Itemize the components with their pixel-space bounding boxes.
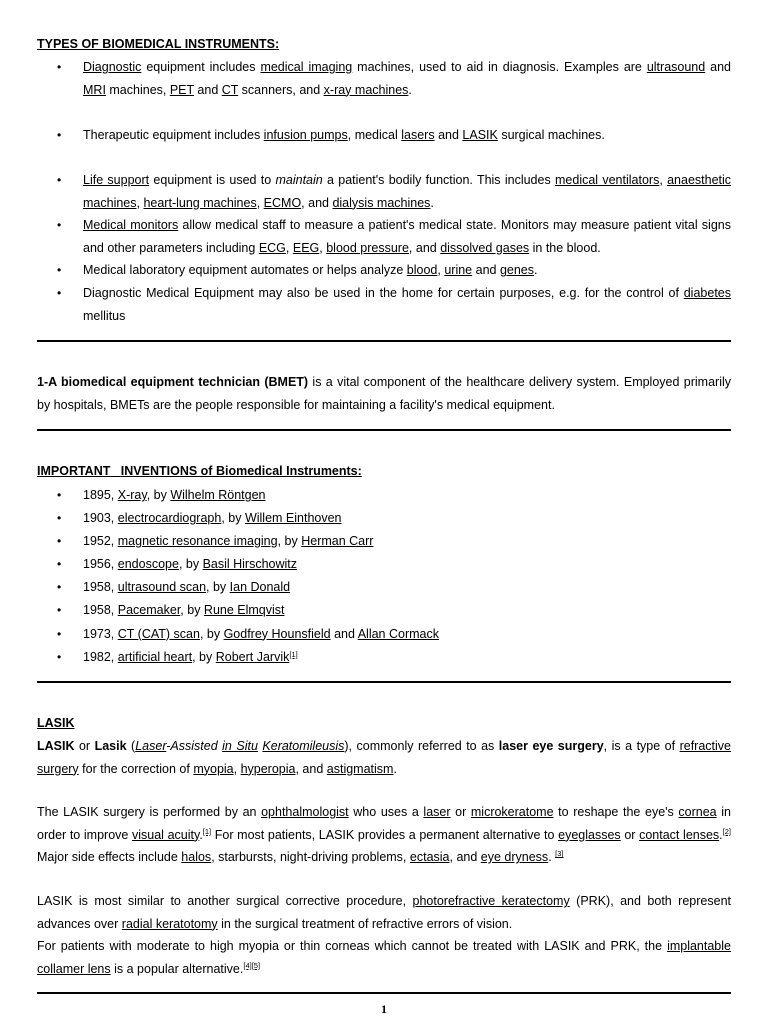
text-run: and (193, 82, 222, 97)
text-run: . (408, 82, 412, 97)
link-text[interactable]: blood pressure (326, 240, 409, 255)
invention-item (37, 599, 731, 622)
footnote-ref[interactable]: [1] (202, 826, 212, 836)
text-run: , (285, 240, 293, 255)
page-number: 1 (381, 1002, 387, 1016)
list-item (37, 282, 731, 327)
text-run: and (330, 626, 358, 641)
link-text[interactable]: blood (406, 263, 438, 278)
link-text[interactable]: eyeglasses (558, 827, 621, 842)
link-text[interactable]: Wilhelm Röntgen (170, 488, 266, 502)
link-text[interactable]: urine (444, 263, 473, 278)
text-run: equipment is used to (149, 173, 276, 187)
text-run: . (719, 827, 723, 842)
link-text[interactable]: Herman Carr (301, 534, 374, 549)
link-text[interactable]: Laser (135, 739, 167, 753)
link-text[interactable]: Ian Donald (229, 580, 291, 595)
link-text[interactable]: visual acuity (131, 827, 200, 842)
text-run: . (199, 827, 203, 842)
text-run: , (319, 240, 327, 255)
link-text[interactable]: Life support (83, 173, 150, 187)
text-run: Diagnostic Medical Equipment may also be used in the home for certain purposes, e.g. for the control of (83, 285, 684, 300)
text-run: , medical (347, 128, 402, 142)
link-text[interactable]: ultrasound scan (117, 580, 207, 595)
text-run: 1958, (83, 603, 118, 618)
link-text[interactable]: Godfrey Hounsfield (223, 626, 331, 641)
footnote-ref[interactable]: [1] (289, 649, 298, 659)
text-run: or (620, 827, 640, 842)
lasik-paragraph-2 (37, 801, 731, 869)
text-run: , (437, 263, 445, 278)
link-text[interactable]: anaesthetic machines (83, 173, 732, 210)
divider (37, 992, 731, 994)
text-run: For most patients, LASIK provides a permanent alternative to (211, 827, 559, 842)
link-text[interactable]: x-ray machines (323, 82, 409, 97)
inventions-section-title (37, 460, 731, 483)
text-run: LASIK (37, 739, 75, 753)
text-run: and (472, 263, 500, 278)
text-run: , (136, 195, 144, 210)
link-text[interactable]: microkeratome (470, 805, 554, 819)
invention-item (37, 484, 731, 507)
text-run: 1903, (83, 511, 118, 526)
link-text[interactable]: dissolved gases (440, 240, 530, 255)
text-run: a patient's bodily function. This includes (322, 173, 555, 187)
footnote-ref[interactable]: [2] (722, 826, 731, 836)
bmet-paragraph (37, 371, 731, 416)
link-text[interactable]: Pacemaker (117, 603, 181, 618)
text-run: 1956, (83, 557, 118, 572)
text-run: laser eye surgery (498, 739, 604, 753)
text-run: scanners, and (238, 82, 324, 97)
text-run: is a popular alternative. (110, 961, 244, 976)
text-run: -Assisted (166, 739, 223, 753)
text-run: for the correction of (78, 761, 194, 776)
link-text[interactable]: myopia (193, 761, 234, 776)
link-text[interactable]: Robert Jarvik (215, 649, 290, 664)
text-run: , and (301, 195, 333, 210)
text-run: , by (178, 557, 203, 572)
text-run: , (256, 195, 264, 210)
types-list-2 (37, 124, 731, 147)
text-run: , and (295, 761, 327, 776)
link-text[interactable]: eye dryness (480, 850, 549, 865)
link-text[interactable]: Allan Cormack (357, 626, 439, 641)
link-text[interactable]: diabetes (683, 285, 731, 300)
link-text[interactable]: refractive surgery (37, 739, 731, 776)
link-text[interactable]: ECG (258, 240, 286, 255)
text-run: 1-A biomedical equipment technician (BMET) (37, 375, 309, 389)
text-run: Therapeutic equipment includes (83, 128, 264, 142)
invention-item (37, 576, 731, 599)
list-item (37, 124, 731, 147)
types-list-3 (37, 169, 731, 327)
link-text[interactable]: in Situ (222, 739, 258, 753)
text-run: Major side effects include (37, 850, 182, 865)
text-run: ( (126, 739, 136, 753)
text-run: and (434, 128, 463, 142)
lasik-section-title (37, 712, 731, 735)
text-run: allow medical staff to measure a patient's medical state. Monitors may measure patient vital signs and other parameters including (83, 218, 731, 255)
link-text[interactable]: CT (221, 82, 239, 97)
text-run: , starbursts, night-driving problems, (211, 850, 410, 865)
text-run: . (393, 761, 397, 776)
text-run: , by (277, 534, 302, 549)
section-heading-part: INVENTIONS of Biomedical Instruments: (120, 464, 362, 478)
link-text[interactable]: medical imaging (260, 60, 353, 74)
list-item (37, 56, 731, 101)
divider (37, 429, 731, 431)
text-run: machines, (105, 82, 170, 97)
text-run: . (548, 850, 556, 865)
link-text[interactable]: laser (423, 805, 451, 819)
link-text[interactable]: cornea (678, 805, 717, 819)
text-run: ), commonly referred to as (344, 739, 499, 753)
link-text[interactable]: Basil Hirschowitz (202, 557, 298, 572)
text-run: The LASIK surgery is performed by an (37, 805, 262, 819)
text-run: , by (221, 511, 245, 526)
invention-item (37, 646, 731, 669)
text-run: who uses a (348, 805, 424, 819)
text-run: , by (146, 488, 171, 502)
link-text[interactable]: heart-lung machines (143, 195, 257, 210)
link-text[interactable]: artificial heart (117, 649, 193, 664)
link-text[interactable]: EEG (292, 240, 320, 255)
text-run: surgical machines. (497, 128, 605, 142)
text-run: , (659, 173, 668, 187)
link-text[interactable]: LASIK (462, 128, 498, 142)
link-text[interactable]: PET (169, 82, 194, 97)
invention-item (37, 623, 731, 646)
text-run: , by (206, 580, 230, 595)
link-text[interactable]: electrocardiograph (117, 511, 222, 526)
text-run: 1982, (83, 649, 118, 664)
link-text[interactable]: MRI (83, 82, 106, 97)
text-run: Medical laboratory equipment automates or helps analyze (83, 263, 407, 278)
divider (37, 681, 731, 683)
section-heading: LASIK (37, 716, 75, 730)
types-section-title (37, 33, 731, 56)
section-heading: TYPES OF BIOMEDICAL INSTRUMENTS: (37, 37, 280, 51)
text-run: in the blood. (529, 240, 601, 255)
divider (37, 340, 731, 342)
text-run: LASIK is most similar to another surgical corrective procedure, (37, 894, 413, 908)
inventions-list (37, 484, 731, 669)
link-text[interactable]: genes (499, 263, 535, 278)
text-run: , (233, 761, 241, 776)
link-text[interactable]: endoscope (117, 557, 179, 572)
link-text[interactable]: implantable collamer lens (37, 939, 731, 976)
text-run: (PRK), and both represent advances over (37, 894, 731, 931)
invention-item (37, 530, 731, 553)
text-run: , by (180, 603, 204, 618)
text-run: in order to improve (37, 805, 731, 842)
link-text[interactable]: ECMO (263, 195, 302, 210)
link-text[interactable]: Medical monitors (83, 218, 179, 233)
text-run: equipment includes (141, 60, 261, 74)
text-run: , and (408, 240, 441, 255)
types-list-1 (37, 56, 731, 101)
link-text[interactable]: contact lenses (639, 827, 720, 842)
list-item (37, 259, 731, 282)
text-run: , by (199, 626, 224, 641)
link-text[interactable]: CT (CAT) scan (117, 626, 200, 641)
footnote-ref[interactable]: [4][5] (243, 960, 261, 970)
text-run: Lasik (94, 739, 127, 753)
text-run: 1952, (83, 534, 118, 549)
link-text[interactable]: X-ray (117, 488, 147, 502)
text-run: in the surgical treatment of refractive errors of vision. (217, 916, 513, 931)
link-text[interactable]: lasers (401, 128, 435, 142)
link-text[interactable]: photorefractive keratectomy (412, 894, 570, 908)
text-run: 1958, (83, 580, 118, 595)
link-text[interactable]: Diagnostic (83, 60, 142, 74)
text-run: , by (192, 649, 216, 664)
text-run: machines, used to aid in diagnosis. Examples are (352, 60, 647, 74)
text-run: . (430, 195, 434, 210)
text-run: , and (449, 850, 481, 865)
link-text[interactable]: hyperopia (240, 761, 296, 776)
lasik-paragraph-4 (37, 935, 731, 980)
text-run: or (450, 805, 471, 819)
link-text[interactable]: radial keratotomy (121, 916, 218, 931)
link-text[interactable]: ophthalmologist (261, 805, 349, 819)
text-run: For patients with moderate to high myopia or thin corneas which cannot be treated with LASIK and PRK, the (37, 939, 668, 953)
text-run: or (74, 739, 95, 753)
text-run: 1973, (83, 626, 118, 641)
section-heading-part: IMPORTANT (37, 464, 111, 478)
list-item (37, 214, 731, 259)
invention-item (37, 507, 731, 530)
text-run: to reshape the eye's (553, 805, 679, 819)
text-run: and (705, 60, 731, 74)
link-text[interactable]: medical ventilators (555, 173, 660, 187)
link-text[interactable]: halos (181, 850, 212, 865)
link-text[interactable]: magnetic resonance imaging (117, 534, 278, 549)
lasik-paragraph-3 (37, 890, 731, 935)
link-text[interactable]: infusion pumps (263, 128, 348, 142)
link-text[interactable]: ultrasound (646, 60, 706, 74)
link-text[interactable]: astigmatism (326, 761, 394, 776)
text-run: , is a type of (603, 739, 680, 753)
link-text[interactable]: ectasia (409, 850, 450, 865)
invention-item (37, 553, 731, 576)
text-run: mellitus (83, 308, 126, 323)
link-text[interactable]: Willem Einthoven (244, 511, 342, 526)
link-text[interactable]: Rune Elmqvist (203, 603, 285, 618)
link-text[interactable]: Keratomileusis (262, 739, 345, 753)
text-run: 1895, (83, 488, 118, 502)
text-run: . (534, 263, 538, 278)
text-run: maintain (275, 173, 323, 187)
text-run: is a vital component of the healthcare delivery system. Employed primarily by hospitals, BMETs are the people responsible for maintaining a facility's medical equipment. (37, 375, 731, 412)
footnote-ref[interactable]: [3] (555, 849, 564, 859)
list-item (37, 169, 731, 214)
link-text[interactable]: dialysis machines (332, 195, 431, 210)
lasik-paragraph-1 (37, 735, 731, 780)
